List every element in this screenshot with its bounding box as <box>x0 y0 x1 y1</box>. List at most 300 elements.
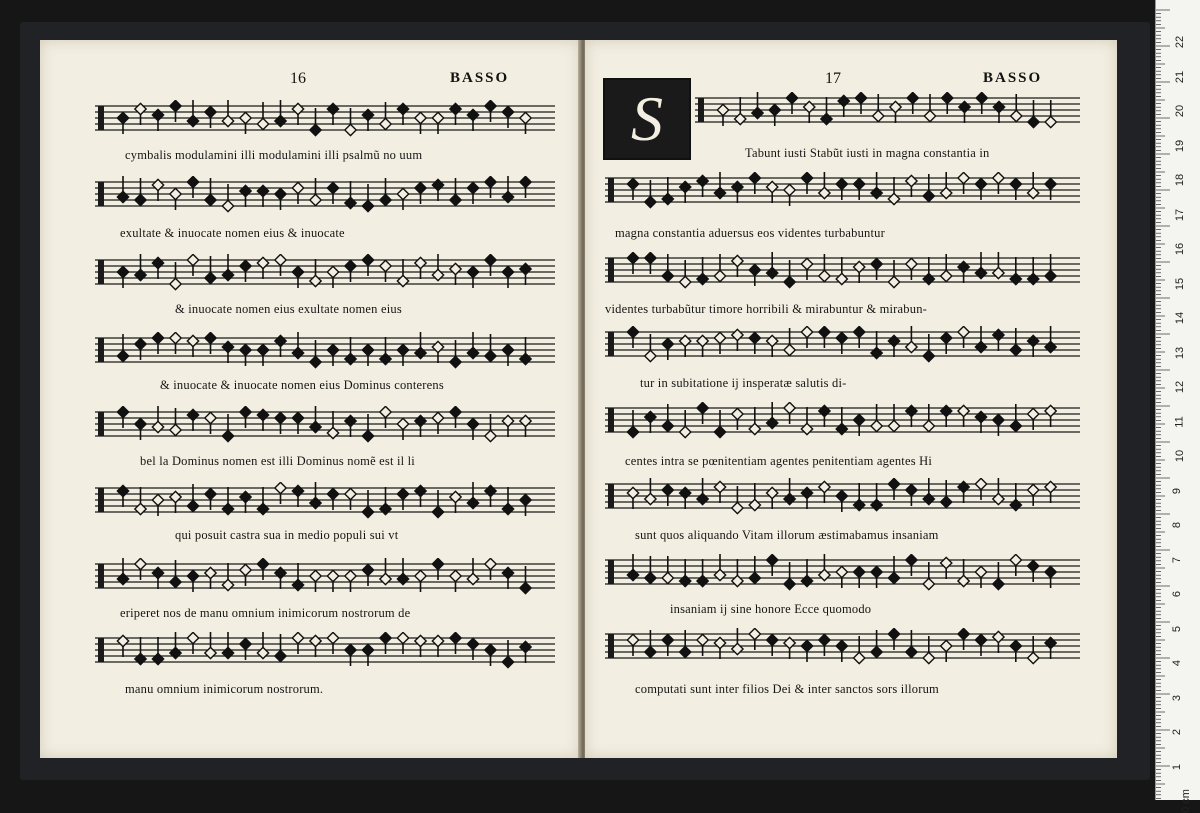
note-head <box>697 402 708 413</box>
note-head <box>257 257 268 268</box>
note-head <box>170 647 181 658</box>
note-head <box>117 485 128 496</box>
note-head <box>1010 420 1021 431</box>
note-head <box>732 408 743 419</box>
note-head <box>1010 344 1021 355</box>
music-staff <box>695 92 1080 128</box>
note-head <box>819 187 830 198</box>
note-head <box>714 187 725 198</box>
lyric-line: sunt quos aliquando Vitam illorum æstimabamus insaniam <box>635 528 939 542</box>
note-head <box>714 481 725 492</box>
note-head <box>1010 640 1021 651</box>
note-head <box>520 176 531 187</box>
note-head <box>257 118 268 129</box>
note-head <box>415 347 426 358</box>
note-head <box>415 485 426 496</box>
note-head <box>362 506 373 517</box>
staff-notation <box>95 176 555 220</box>
note-head <box>117 266 128 277</box>
note-head <box>752 107 763 118</box>
note-head <box>855 92 866 103</box>
note-head <box>854 566 865 577</box>
note-head <box>888 572 899 583</box>
note-head <box>345 488 356 499</box>
note-head <box>906 405 917 416</box>
note-head <box>732 181 743 192</box>
ruler-label: 21 <box>1174 70 1187 83</box>
note-head <box>923 493 934 504</box>
note-head <box>993 493 1004 504</box>
note-head <box>292 347 303 358</box>
note-head <box>906 341 917 352</box>
note-head <box>152 109 163 120</box>
note-head <box>906 175 917 186</box>
note-head <box>975 178 986 189</box>
music-staff <box>95 254 555 290</box>
note-head <box>485 350 496 361</box>
clef <box>98 488 104 512</box>
note-head <box>1028 408 1039 419</box>
note-head <box>907 92 918 103</box>
note-head <box>327 488 338 499</box>
note-head <box>854 178 865 189</box>
note-head <box>240 185 251 196</box>
note-head <box>786 92 797 103</box>
note-head <box>432 112 443 123</box>
note-head <box>292 266 303 277</box>
measurement-ruler <box>1155 0 1200 813</box>
note-head <box>714 332 725 343</box>
note-head <box>397 344 408 355</box>
note-head <box>838 95 849 106</box>
note-head <box>432 341 443 352</box>
note-head <box>732 575 743 586</box>
note-head <box>327 570 338 581</box>
note-head <box>714 569 725 580</box>
note-head <box>801 172 812 183</box>
lyric-line: exultate & inuocate nomen eius & inuocate <box>120 226 345 240</box>
note-head <box>292 632 303 643</box>
ruler-label: 14 <box>1174 311 1187 325</box>
note-head <box>1028 484 1039 495</box>
note-head <box>906 484 917 495</box>
clef <box>98 564 104 588</box>
note-head <box>152 179 163 190</box>
note-head <box>187 115 198 126</box>
note-head <box>958 628 969 639</box>
note-head <box>888 276 899 287</box>
note-head <box>680 426 691 437</box>
note-head <box>467 497 478 508</box>
note-head <box>170 332 181 343</box>
staff-notation <box>605 478 1080 522</box>
note-head <box>397 275 408 286</box>
music-staff <box>605 478 1080 514</box>
note-head <box>170 491 181 502</box>
note-head <box>205 272 216 283</box>
note-head <box>485 176 496 187</box>
note-head <box>1045 178 1056 189</box>
note-head <box>958 172 969 183</box>
note-head <box>749 499 760 510</box>
note-head <box>627 487 638 498</box>
note-head <box>170 424 181 435</box>
note-head <box>467 418 478 429</box>
music-staff <box>95 558 555 594</box>
note-head <box>152 653 163 664</box>
right-part-label: BASSO <box>983 70 1043 86</box>
note-head <box>941 187 952 198</box>
note-head <box>432 506 443 517</box>
clef <box>98 106 104 130</box>
note-head <box>941 332 952 343</box>
note-head <box>502 191 513 202</box>
note-head <box>450 406 461 417</box>
note-head <box>485 254 496 265</box>
note-head <box>345 197 356 208</box>
clef <box>608 178 614 202</box>
note-head <box>380 118 391 129</box>
note-head <box>310 570 321 581</box>
note-head <box>450 103 461 114</box>
staff-notation <box>95 100 555 144</box>
note-head <box>680 646 691 657</box>
note-head <box>1028 335 1039 346</box>
note-head <box>819 569 830 580</box>
note-head <box>520 353 531 364</box>
note-head <box>993 101 1004 112</box>
ruler-label: 20 <box>1174 104 1187 118</box>
note-head <box>836 273 847 284</box>
lyric-line: computati sunt inter filios Dei & inter sanctos sors illorum <box>635 682 939 696</box>
note-head <box>275 650 286 661</box>
note-head <box>958 575 969 586</box>
note-head <box>187 176 198 187</box>
note-head <box>836 332 847 343</box>
ruler-label: 11 <box>1173 415 1186 428</box>
note-head <box>415 182 426 193</box>
note-head <box>993 578 1004 589</box>
note-head <box>906 554 917 565</box>
note-head <box>380 353 391 364</box>
note-head <box>697 634 708 645</box>
note-head <box>959 101 970 112</box>
note-head <box>345 415 356 426</box>
note-head <box>645 493 656 504</box>
note-head <box>993 267 1004 278</box>
note-head <box>662 634 673 645</box>
note-head <box>275 254 286 265</box>
lyric-line: qui posuit castra sua in medio populi sui vt <box>175 528 399 542</box>
note-head <box>1011 110 1022 121</box>
note-head <box>432 179 443 190</box>
note-head <box>257 409 268 420</box>
note-head <box>784 184 795 195</box>
note-head <box>819 405 830 416</box>
ruler-label: 6 <box>1171 590 1184 598</box>
staff-notation <box>695 92 1080 136</box>
note-head <box>135 338 146 349</box>
note-head <box>450 194 461 205</box>
note-head <box>362 564 373 575</box>
note-head <box>397 573 408 584</box>
note-head <box>1045 566 1056 577</box>
note-head <box>502 344 513 355</box>
note-head <box>784 276 795 287</box>
note-head <box>854 326 865 337</box>
note-head <box>941 405 952 416</box>
note-head <box>310 497 321 508</box>
ruler-label: 3 <box>1171 694 1184 701</box>
note-head <box>958 481 969 492</box>
note-head <box>627 326 638 337</box>
note-head <box>275 567 286 578</box>
note-head <box>257 558 268 569</box>
note-head <box>135 103 146 114</box>
staff-notation <box>605 252 1080 296</box>
note-head <box>135 558 146 569</box>
note-head <box>467 573 478 584</box>
note-head <box>732 643 743 654</box>
ruler-label: 18 <box>1174 173 1187 187</box>
note-head <box>923 190 934 201</box>
note-head <box>854 261 865 272</box>
note-head <box>292 412 303 423</box>
staff-notation <box>95 632 555 676</box>
note-head <box>662 193 673 204</box>
note-head <box>292 485 303 496</box>
note-head <box>1045 116 1056 127</box>
music-staff <box>605 628 1080 664</box>
ruler-label: 9 <box>1171 487 1184 494</box>
note-head <box>467 266 478 277</box>
note-head <box>906 258 917 269</box>
staff-notation <box>95 332 555 376</box>
note-head <box>117 406 128 417</box>
note-head <box>784 493 795 504</box>
note-head <box>117 573 128 584</box>
note-head <box>801 575 812 586</box>
note-head <box>749 572 760 583</box>
note-head <box>240 491 251 502</box>
note-head <box>275 482 286 493</box>
note-head <box>450 632 461 643</box>
note-head <box>836 490 847 501</box>
note-head <box>450 491 461 502</box>
lyric-line: & inuocate & inuocate nomen eius Dominus conterens <box>160 378 444 392</box>
note-head <box>467 347 478 358</box>
note-head <box>749 628 760 639</box>
note-head <box>1010 554 1021 565</box>
ruler-label: 17 <box>1174 208 1187 221</box>
note-head <box>205 647 216 658</box>
note-head <box>680 487 691 498</box>
note-head <box>502 567 513 578</box>
note-head <box>397 632 408 643</box>
note-head <box>205 567 216 578</box>
note-head <box>135 418 146 429</box>
note-head <box>767 487 778 498</box>
lyric-line: tur in subitatione ij insperatæ salutis di- <box>640 376 847 390</box>
ruler-label: 19 <box>1174 139 1187 152</box>
lyric-line: cymbalis modulamini illi modulamini illi psalmũ no uum <box>125 148 423 162</box>
note-head <box>784 402 795 413</box>
clef <box>98 338 104 362</box>
note-head <box>240 344 251 355</box>
note-head <box>152 332 163 343</box>
note-head <box>717 104 728 115</box>
note-head <box>467 109 478 120</box>
note-head <box>871 566 882 577</box>
note-head <box>732 255 743 266</box>
note-head <box>397 488 408 499</box>
music-staff <box>95 176 555 212</box>
note-head <box>327 427 338 438</box>
ruler-label: 5 <box>1171 625 1184 632</box>
note-head <box>187 409 198 420</box>
note-head <box>502 415 513 426</box>
note-head <box>450 263 461 274</box>
clef <box>608 258 614 282</box>
note-head <box>627 252 638 263</box>
ruler-label: 1 <box>1171 763 1184 770</box>
note-head <box>222 341 233 352</box>
note-head <box>170 188 181 199</box>
note-head <box>275 115 286 126</box>
note-head <box>801 423 812 434</box>
note-head <box>958 405 969 416</box>
note-head <box>784 578 795 589</box>
clef <box>98 260 104 284</box>
lyric-line: insaniam ij sine honore Ecce quomodo <box>670 602 872 616</box>
note-head <box>645 350 656 361</box>
note-head <box>854 414 865 425</box>
staff-notation <box>605 554 1080 598</box>
note-head <box>888 420 899 431</box>
note-head <box>152 257 163 268</box>
note-head <box>732 502 743 513</box>
note-head <box>804 101 815 112</box>
note-head <box>345 570 356 581</box>
note-head <box>502 106 513 117</box>
note-head <box>749 172 760 183</box>
note-head <box>1045 481 1056 492</box>
note-head <box>345 644 356 655</box>
note-head <box>467 638 478 649</box>
note-head <box>222 200 233 211</box>
note-head <box>645 646 656 657</box>
staff-notation <box>605 628 1080 672</box>
note-head <box>627 178 638 189</box>
note-head <box>502 656 513 667</box>
note-head <box>784 344 795 355</box>
ruler-label: 15 <box>1174 277 1187 290</box>
note-head <box>520 112 531 123</box>
note-head <box>397 418 408 429</box>
music-staff <box>95 406 555 442</box>
note-head <box>662 270 673 281</box>
note-head <box>485 558 496 569</box>
music-staff <box>605 252 1080 288</box>
note-head <box>485 644 496 655</box>
music-staff <box>605 402 1080 438</box>
lyric-line: videntes turbabũtur timore horribili & mirabuntur & mirabun- <box>605 302 928 316</box>
note-head <box>1010 178 1021 189</box>
note-head <box>819 326 830 337</box>
note-head <box>975 634 986 645</box>
note-head <box>923 652 934 663</box>
note-head <box>784 637 795 648</box>
note-head <box>697 175 708 186</box>
note-head <box>380 406 391 417</box>
ruler-label: 8 <box>1171 521 1184 529</box>
note-head <box>871 420 882 431</box>
note-head <box>627 634 638 645</box>
note-head <box>222 579 233 590</box>
ruler-label: 4 <box>1171 659 1184 667</box>
note-head <box>749 332 760 343</box>
note-head <box>240 638 251 649</box>
note-head <box>415 112 426 123</box>
note-head <box>680 276 691 287</box>
note-head <box>819 270 830 281</box>
note-head <box>749 423 760 434</box>
note-head <box>993 329 1004 340</box>
note-head <box>362 200 373 211</box>
note-head <box>135 653 146 664</box>
note-head <box>432 269 443 280</box>
note-head <box>1045 637 1056 648</box>
note-head <box>205 488 216 499</box>
note-head <box>942 92 953 103</box>
note-head <box>662 338 673 349</box>
note-head <box>1045 270 1056 281</box>
note-head <box>1010 273 1021 284</box>
note-head <box>292 579 303 590</box>
ruler-label: 12 <box>1174 380 1187 394</box>
note-head <box>485 485 496 496</box>
note-head <box>836 423 847 434</box>
note-head <box>888 335 899 346</box>
note-head <box>135 503 146 514</box>
ruler-ticks <box>1156 0 1200 800</box>
note-head <box>432 558 443 569</box>
note-head <box>310 275 321 286</box>
note-head <box>205 106 216 117</box>
note-head <box>923 420 934 431</box>
staff-notation <box>95 558 555 602</box>
note-head <box>327 266 338 277</box>
note-head <box>714 637 725 648</box>
note-head <box>380 194 391 205</box>
note-head <box>415 257 426 268</box>
note-head <box>1028 652 1039 663</box>
note-head <box>871 646 882 657</box>
note-head <box>873 110 884 121</box>
note-head <box>135 269 146 280</box>
note-head <box>257 185 268 196</box>
lyric-line: Tabunt iusti Stabũt iusti in magna constantia in <box>745 146 990 160</box>
note-head <box>380 573 391 584</box>
note-head <box>205 412 216 423</box>
lyric-line: manu omnium inimicorum nostrorum. <box>125 682 324 696</box>
note-head <box>697 575 708 586</box>
clef <box>98 182 104 206</box>
note-head <box>362 109 373 120</box>
note-head <box>906 646 917 657</box>
note-head <box>485 430 496 441</box>
note-head <box>222 503 233 514</box>
